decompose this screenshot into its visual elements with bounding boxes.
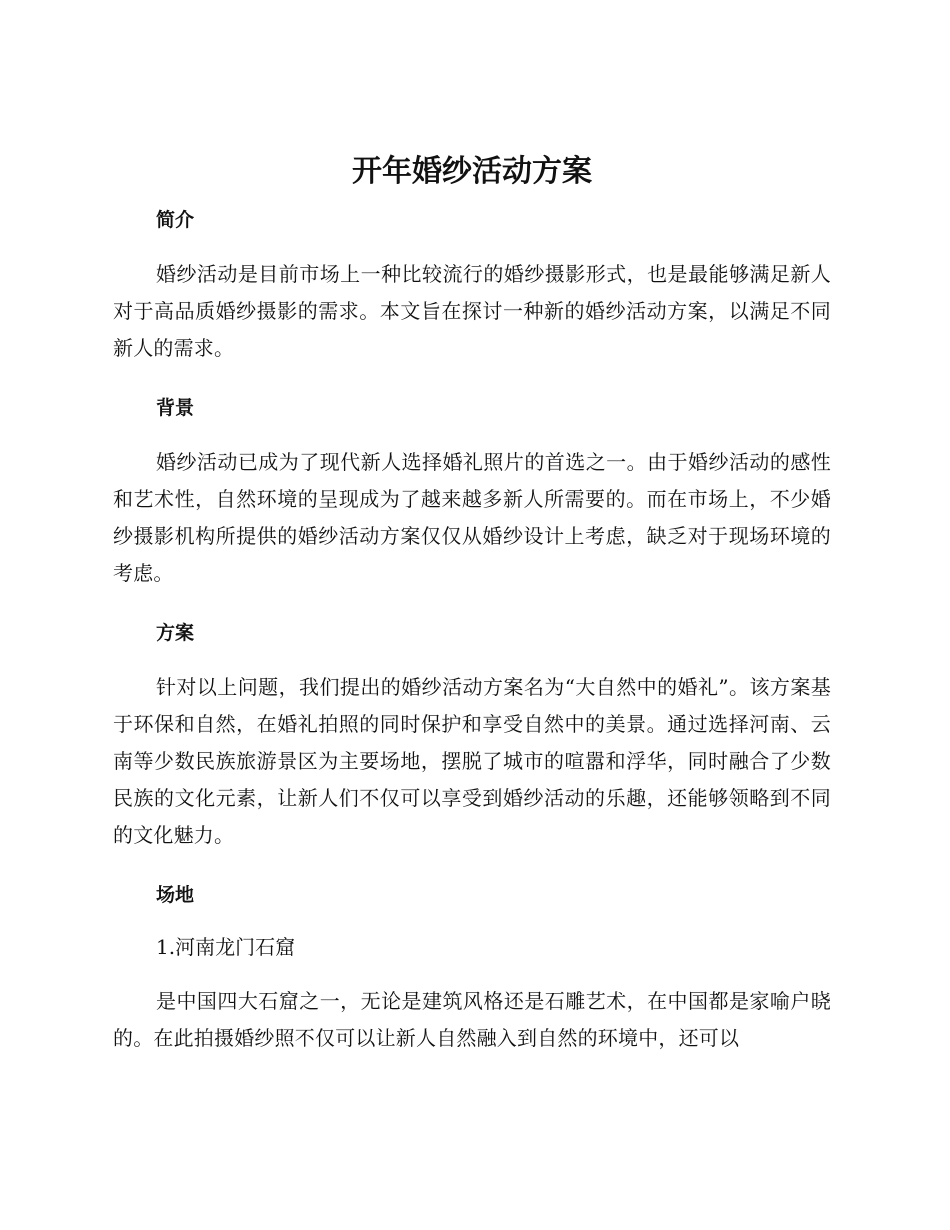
section-paragraph-venue: 是中国四大石窟之一，无论是建筑风格还是石雕艺术，在中国都是家喻户晓的。在此拍摄婚纱照不仅可以让新人自然融入到自然的环境中，还可以: [113, 989, 831, 1050]
document-title: 开年婚纱活动方案: [352, 154, 592, 189]
section-heading-intro: 简介: [156, 209, 195, 231]
document-content: [113, 150, 831, 1057]
section-paragraph-intro: 婚纱活动是目前市场上一种比较流行的婚纱摄影形式，也是最能够满足新人对于高品质婚纱摄影的需求。本文旨在探讨一种新的婚纱活动方案，以满足不同新人的需求。: [113, 262, 831, 360]
section-paragraph-background: 婚纱活动已成为了现代新人选择婚礼照片的首选之一。由于婚纱活动的感性和艺术性，自然环境的呈现成为了越来越多新人所需要的。而在市场上，不少婚纱摄影机构所提供的婚纱活动方案仅仅从婚纱设计上考虑，缺乏对于现场环境的考虑。: [113, 450, 831, 585]
section-heading-background: 背景: [156, 397, 195, 419]
section-heading-plan: 方案: [156, 622, 195, 644]
venue-item-title: 1.河南龙门石窟: [156, 935, 296, 959]
section-paragraph-plan: 针对以上问题，我们提出的婚纱活动方案名为“大自然中的婚礼”。该方案基于环保和自然，在婚礼拍照的同时保护和享受自然中的美景。通过选择河南、云南等少数民族旅游景区为主要场地，摆脱了城市的喧嚣和浮华，同时融合了少数民族的文化元素，让新人们不仅可以享受到婚纱活动的乐趣，还能够领略到不同的文化魅力。: [113, 675, 831, 847]
section-heading-venue: 场地: [156, 884, 195, 906]
